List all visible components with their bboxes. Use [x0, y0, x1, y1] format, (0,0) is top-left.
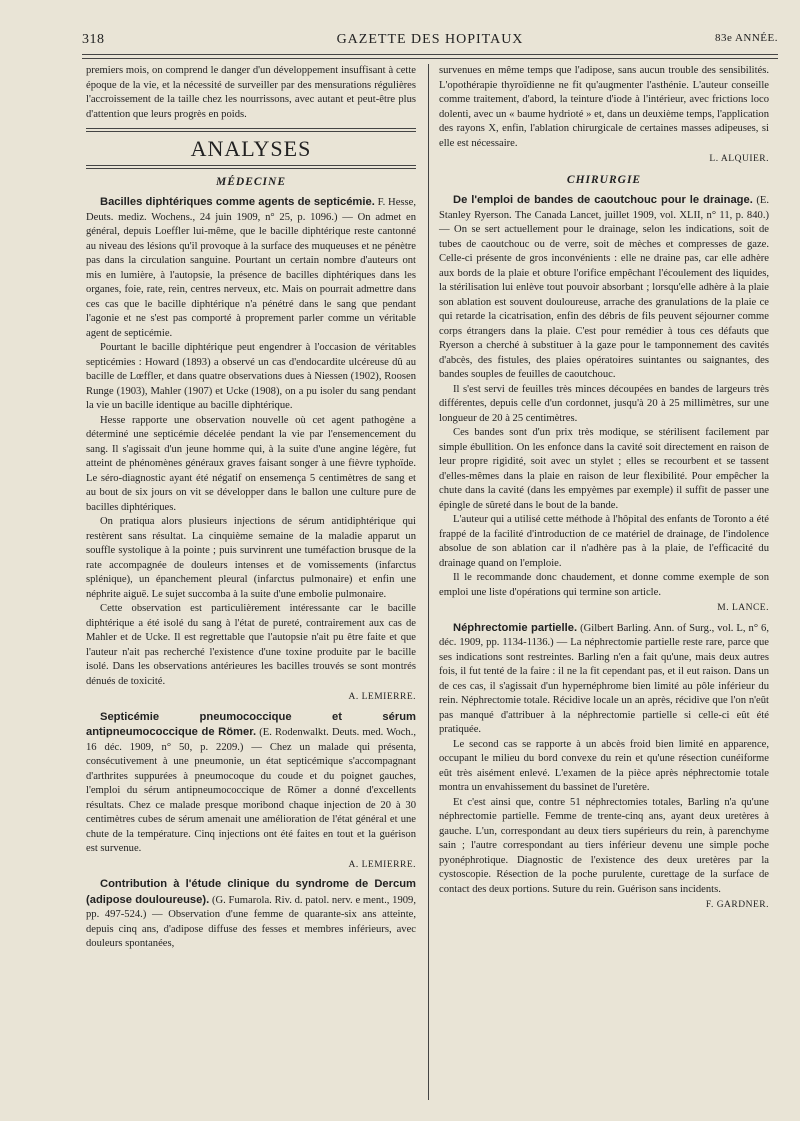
signature: A. LEMIERRE. — [348, 692, 416, 702]
paragraph: Ces bandes sont d'un prix très modique, se stérilisent facilement par simple ébullition. On les enfonce dans la cavité soit directement en raison de leur propre rigidité, soit avec un stylet ; elles se recourbent et se tassent d'elles-mêmes dans la plaie en raison de leur flexibilité. Pour empêcher la chute dans la cavité (dans les empyèmes par exemple) il suffit de passer une épingle de sûreté dans le bout de la bande. — [439, 427, 769, 511]
article-title: Septicémie pneumococcique et sérum antipneumococcique de Römer. — [86, 710, 416, 738]
section-rule — [86, 165, 416, 169]
right-column — [439, 64, 769, 918]
paragraph: Le second cas se rapporte à un abcès froid bien limité en apparence, occupant le milieu du bord convexe du rein et qu'une résection cunéiforme eût très aisément enlevé. L'examen de la pièce après néphrectomie totale montra un envahissement du bassinet de l'uretère. — [439, 738, 769, 793]
signature: A. LEMIERRE. — [348, 859, 416, 870]
signature: L. ALQUIER. — [709, 154, 769, 164]
article-title: De l'emploi de bandes de caoutchouc pour le drainage. — [453, 194, 753, 206]
paragraph: Il le recommande donc chaudement, et donne comme exemple de son emploi une liste d'opérations qui termine son article. — [439, 572, 769, 598]
left-column — [86, 64, 416, 952]
signature: F. GARDNER. — [705, 900, 769, 910]
paragraph: Et c'est ainsi que, contre 51 néphrectomies totales, Barling n'a qu'une néphrectomie partielle. Femme de trente-cinq ans, ayant deux uretères à gauche. L'un, correspondant au deux tiers supérieurs du rein, à parenchyme sain ; l'autre correspondant au tiers inférieur devenu une simple poche pyonéphrotique. Diagnostic de l'existence des deux uretères par la cystoscopie. Résection de la poche purulente, curettage de la surface de contact des deux portions. Suture du rein. Guérison sans incidents. — [439, 796, 769, 895]
article-caoutchouc: De l'emploi de bandes de caoutchouc pour le drainage. (E. Stanley Ryerson. The Canada Lancet, juillet 1909, vol. XLII, n° 11, p. 840.) — On se sert actuellement pour le drainage, selon les indications, soit de tubes de caoutchouc ou de verre, soit de mèches et compresses de gaze. Celle-ci présente de gros inconvénients : elle ne draine pas, car elle adhère aux bords de la plaie et obture l'orifice empêchant l'écoulement des liquides, la stérilisation lui enlève tout pouvoir absorbant ; lorsqu'elle adhère à la plaie son ablation est souvent douloureuse, arrache des granulations de la plaie ce qui retarde la cicatrisation, enfin des débris de fils peuvent séjourner comme corps étrangers dans la plaie. C'est pour remédier à tous ces défauts que Ryerson a cherché à substituer à la gaze pour le tamponnement des cavités d'abcès, des fistules, des plaies opératoires suintantes ou saignantes, des bandes souples de feuilles de caoutchouc. — [439, 194, 769, 380]
article-nephrectomie: Néphrectomie partielle. (Gilbert Barling. Ann. of Surg., vol. L, n° 6, déc. 1909, pp. 1134-1136.) — La néphrectomie partielle reste rare, parce que ses indications sont restreintes. Barling n'en a fait qu'une, mais deux autres fois, il fut tenté de la faire : il ne la fit cependant pas, et il eut raison. Dans un de ces cas, il s'agissait d'un hypernéphrome bien limité au pôle inférieur du rein. Néphrectomie totale. Récidive locale un an après, récidive que l'on n'eût pas manqué d'attribuer à la néphrectomie partielle si celle-ci eût été pratiquée. — [439, 621, 769, 735]
article-pneumococcique: Septicémie pneumococcique et sérum antipneumococcique de Römer. (E. Rodenwalkt. Deuts. med. Woch., 16 déc. 1909, n° 50, p. 2209.) — Chez un malade qui présenta, consécutivement à une pneumonie, un état septicémique s'accompagnant d'arthrites suppurées à pneumocoque du coude et du poignet gauches, l'emploi du sérum antipneumococcique de Römer a donné d'excellents résultats. Chez ce malade presque moribond chaque injection de 20 à 30 centimètres cubes de sérum amenait une amélioration de l'état général et une chute de la température. Cinq injections ont été faites en tout et la guérison est survenue. — [86, 710, 416, 854]
paragraph: Cette observation est particulièrement intéressante car le bacille diphtérique a été isolé du sang à l'état de pureté, contrairement aux cas de Mahler et de Ucke. Il est regrettable que l'autopsie n'ait pu être faite et que l'auteur n'ait pas recherché l'existence d'une toxine produite par le bacille isolé. Dans les observations antérieures les bacilles trouvés se sont montrés dénués de toxicité. — [86, 603, 416, 687]
paragraph: Pourtant le bacille diphtérique peut engendrer à l'occasion de véritables septicémies : Howard (1893) a observé un cas d'endocardite ulcéreuse dû au bacille de Lœffler, et dans quatre observations dues à Niessen (1902), Roosen Runge (1903), Mahler (1907) et Ucke (1908), on a pu isoler du sang pendant la vie un bacille identique au bacille diphtérique. — [86, 342, 416, 411]
journal-year: 83e ANNÉE. — [714, 32, 778, 44]
paragraph: Il s'est servi de feuilles très minces découpées en bandes de largeurs très différentes, depuis celle d'un cordonnet, jusqu'à 20 à 25 millimètres, sur une longueur de 20 à 25 centimètres. — [439, 383, 769, 424]
page-header — [82, 30, 778, 52]
paragraph: survenues en même temps que l'adipose, sans aucun trouble des sensibilités. L'opothérapie thyroïdienne ne fit qu'augmenter l'asthénie. L'auteur conseille comme traitement, d'abord, la teinture d'iode à l'intérieur, avec frictions loco dolenti, avec un « baume hydrioté » et, dans un deuxième temps, l'application des rayons X, enfin, l'ablation chirurgicale de certaines masses adipeuses, si elle est nécessaire. — [439, 65, 769, 149]
article-title: Contribution à l'étude clinique du syndrome de Dercum (adipose douloureuse). — [86, 878, 416, 906]
section-chirurgie: CHIRURGIE — [566, 173, 642, 186]
signature: M. LANCE. — [717, 603, 769, 613]
page-number: 318 — [82, 32, 105, 47]
article-dercum: Contribution à l'étude clinique du syndrome de Dercum (adipose douloureuse). (G. Fumarola. Riv. d. patol. nerv. e ment., 1909, pp. 497-524.) — Observation d'une femme de quarante-six ans atteinte, depuis cinq ans, d'adipose diffuse des fesses et membres inférieurs, avec douleurs spontanées, — [86, 878, 416, 949]
paragraph: On pratiqua alors plusieurs injections de sérum antidiphtérique qui restèrent sans résultat. La cinquième semaine de la maladie apparut un souffle systolique à la pointe ; puis survinrent une tuméfaction brusque de la rate accompagnée de douleurs intenses et de vomissements (infarctus splénique), un épanchement pleural (infarctus pulmonaire) et enfin une néphrite aiguë. Le sujet succomba à la suite d'une embolie pulmonaire. — [86, 516, 416, 600]
journal-title: GAZETTE DES HOPITAUX — [336, 32, 524, 47]
article-title: Bacilles diphtériques comme agents de septicémie. — [100, 196, 375, 208]
paragraph: L'auteur qui a utilisé cette méthode à l'hôpital des enfants de Toronto a été frappé de la facilité d'introduction de ce matériel de drainage, de l'indolence absolue de son ablation car il n'adhère pas à la plaie, de l'efficacité du drainage quand on l'emploie. — [439, 514, 769, 569]
section-rule — [86, 128, 416, 132]
paragraph: Hesse rapporte une observation nouvelle où cet agent pathogène a déterminé une septicémie décelée pendant la vie par l'ensemencement du sang. Il s'agissait d'un jeune homme qui, à la suite d'une angine légère, fut atteint de phénomènes généraux graves faisant songer à une fièvre typhoïde. Le séro-diagnostic ayant été négatif on ensemença 5 centimètres de sang et au bout de six jours on vit se développer dans le ballon une culture pure de bacilles diphtériques. — [86, 414, 416, 513]
header-rule — [82, 54, 778, 55]
analyses-heading: ANALYSES — [190, 136, 312, 161]
intro-paragraph: premiers mois, on comprend le danger d'un développement insuffisant à cette époque de la vie, et la nécessité de surveiller par des mensurations régulières l'accroissement de la taille chez les nourrissons, avec autant et peut-être plus d'attention que leurs progrès en poids. — [86, 65, 416, 120]
article-diphtherie: Bacilles diphtériques comme agents de septicémie. F. Hesse, Deuts. mediz. Wochens., 24 juin 1909, n° 25, p. 1096.) — On admet en général, depuis Loeffler lui-même, que le bacille diphtérique reste cantonné au niveau des lésions qu'il provoque à la surface des muqueuses et ne pénètre pas dans la circulation sanguine. Pourtant un certain nombre d'auteurs ont mis en lumière, à l'autopsie, la présence de bacilles diphtériques dans les organes, foie, rate, rein, centres nerveux, etc. Mais on pourrait admettre dans ces cas que le bacille diphtérique n'a pénétré dans le sang que pendant l'agonie et ne s'est pas comporté à proprement parler comme un véritable agent de septicémie. — [86, 196, 416, 339]
column-divider — [428, 64, 429, 1100]
header-rule-2 — [82, 58, 778, 59]
article-title: Néphrectomie partielle. — [453, 621, 578, 634]
section-medecine: MÉDECINE — [216, 175, 286, 188]
